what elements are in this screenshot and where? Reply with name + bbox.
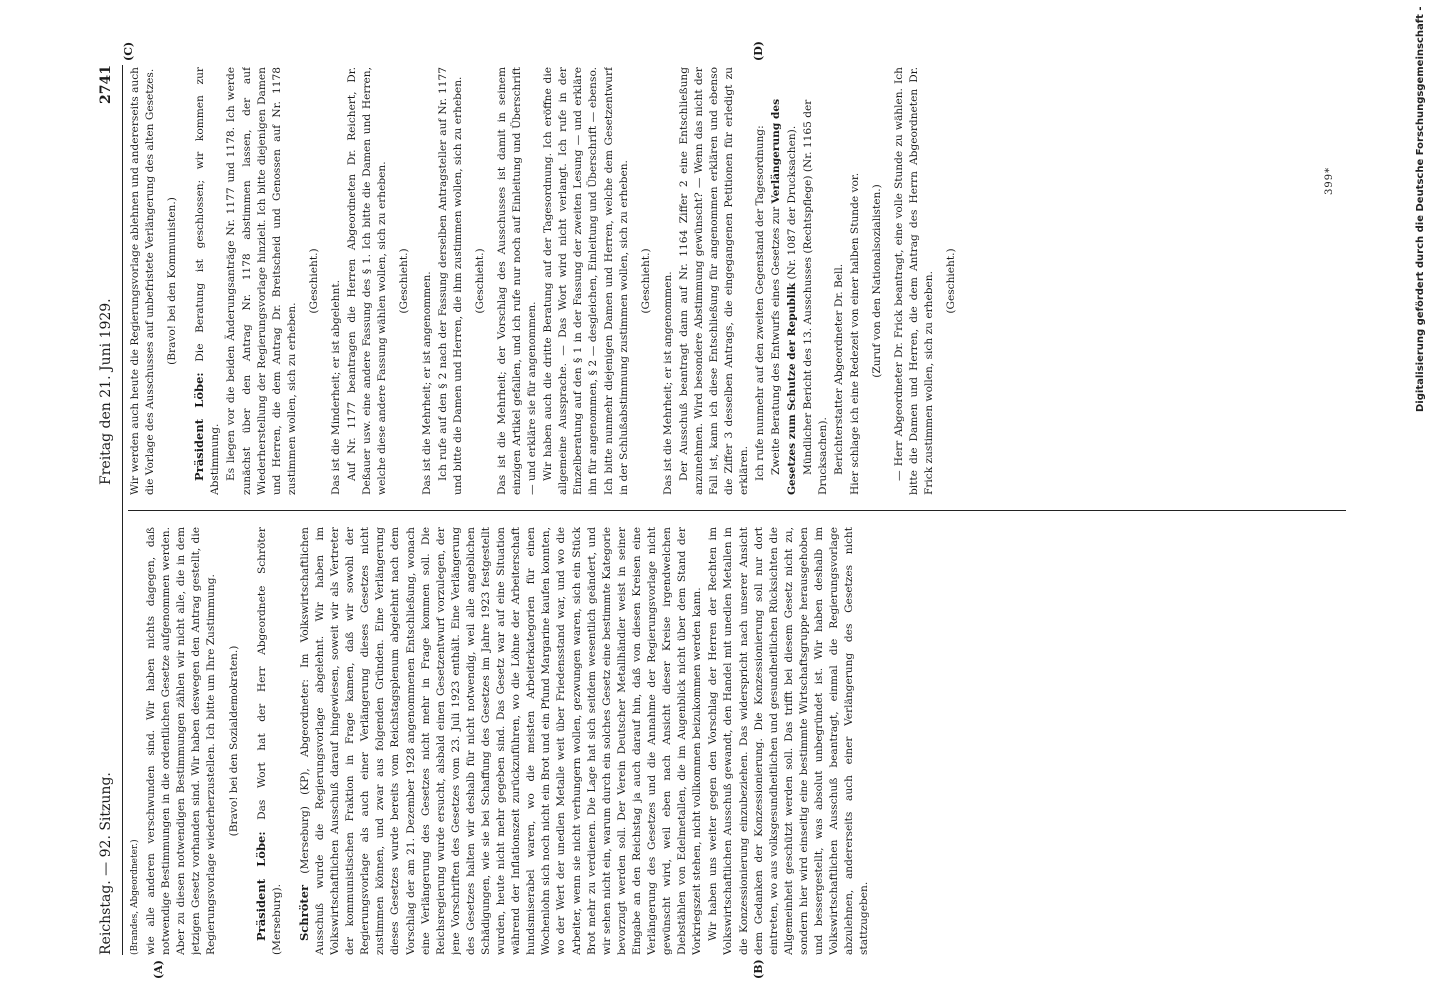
interjection: (Bravo! bei den Sozialdemokraten.) xyxy=(227,645,240,837)
page-header xyxy=(92,65,120,955)
credit-text: Digitalisierung gefördert durch die Deutsche Forschungsgemeinschaft - xyxy=(1415,6,1426,412)
agenda-ref: (Nr. 1087 der Drucksachen). xyxy=(785,125,798,280)
left-column xyxy=(128,527,873,955)
agenda-intro: Zweite Beratung des Entwurfs eines Gesetzes zur xyxy=(770,206,783,475)
speaker-continuation: (Brandes, Abgeordneter.) xyxy=(130,839,140,955)
paragraph: Das ist die Minderheit; er ist abgelehnt. xyxy=(330,280,343,495)
interjection: (Geschieht.) xyxy=(398,248,411,314)
agenda-item xyxy=(769,67,799,495)
paragraph: wie alle anderen verschwunden sind. Wir haben nichts dagegen, daß notwendige Bestimmungen in die ordentlichen Gesetze aufgenommen werden. Aber zu diesen notwendigen Bestimmungen zählen wir nicht alle, die in dem jetzigen Gesetz vorhanden sind. Wir haben deswegen den Antrag gestellt, die Regierungsvorlage wiederherzustellen. Ich bitte um Ihre Zustimmung. xyxy=(145,527,218,955)
paragraph: Wir haben auch die dritte Beratung auf der Tagesordnung. Ich eröffne die allgemeine Aussprache. — Das Wort wird nicht verlangt. Ich rufe in der Einzelberatung auf den § 1 in der Fassung der zweiten Lesung — und erkläre ihn für angenommen, § 2 — desgleichen, Einleitung und Überschrift — ebenso. Ich bitte nunmehr diejenigen Damen und Herren, welche dem Gesetzentwurf in der Schlußabstimmung zustimmen wollen, sich zu erheben. xyxy=(542,67,630,495)
margin-letter-b: (B) xyxy=(752,959,765,979)
paragraph: Wir haben uns weiter gegen den Vorschlag der Herren der Rechten im Volkswirtschaftlichen Ausschuß gewandt, den Handel mit unedlen Metallen in die Konzessionierung einzubeziehen. Das widerspricht nach unserer Ansicht dem Gedanken der Konzessionierung. Die Konzessionierung soll nur dort eintreten, wo aus volksgesundheitlichen und gesundheitlichen Rücksichten die Allgemeinheit geschützt werden soll. Das trifft bei diesem Gesetz nicht zu, sondern hier wird einseitig eine bestimmte Wirtschaftsgruppe herausgehoben und bessergestellt, was absolut unbegründet ist. Wir haben deshalb im Volkswirtschaftlichen Ausschuß beantragt, einmal die Regierungsvorlage abzulehnen, andererseits auch einer Verlängerung des Gesetzes nicht stattzugeben. xyxy=(707,527,871,955)
column-divider xyxy=(128,510,1346,511)
interjection: (Zuruf von den Nationalsozialisten.) xyxy=(871,184,884,378)
paragraph: Ich rufe nunmehr auf den zweiten Gegenstand der Tagesordnung: xyxy=(754,125,767,481)
paragraph: Das Wort hat der Herr Abgeordnete Schröter (Merseburg). xyxy=(255,527,283,955)
speaker-name: Präsident Löbe: xyxy=(192,372,207,481)
interjection: (Geschieht.) xyxy=(945,248,958,314)
agenda-title: Verlängerung des Gesetzes zum Schutze der Republik xyxy=(770,98,798,495)
paragraph: Das ist die Mehrheit; er ist angenommen. xyxy=(661,271,674,495)
header-rule xyxy=(122,65,123,955)
paragraph: Auf Nr. 1177 beantragen die Herren Abgeordneten Dr. Reichert, Dr. Deßauer usw. eine andere Fassung des § 1. Ich bitte die Damen und Herren, welche diese andere Fassung wählen wollen, sich zu erheben. xyxy=(346,67,389,495)
header-left: Reichstag. — 92. Sitzung. xyxy=(98,772,114,955)
interjection: (Geschieht.) xyxy=(473,248,486,314)
paragraph: Wir werden auch heute die Regierungsvorlage ablehnen und andererseits auch die Vorlage des Ausschusses auf unbefristete Verlängerung des alten Gesetzes. xyxy=(129,67,157,495)
speaker-name: Schröter xyxy=(296,884,311,941)
header-date: Freitag den 21. Juni 1929. xyxy=(98,298,114,485)
interjection: (Geschieht.) xyxy=(307,248,320,314)
signature-mark: 399* xyxy=(1324,166,1335,195)
interjection: (Geschieht.) xyxy=(639,248,652,314)
digitization-credit xyxy=(1412,8,1430,412)
paragraph: — Herr Abgeordneter Dr. Frick beantragt, eine volle Stunde zu wählen. Ich bitte die Damen und Herren, die dem Antrag des Herrn Abgeordneten Dr. Frick zustimmen wollen, sich zu erheben. xyxy=(893,67,936,495)
paragraph: Die Beratung ist geschlossen; wir kommen zur Abstimmung. xyxy=(194,67,222,495)
speaker-name: Präsident Löbe: xyxy=(253,831,268,941)
paragraph: Das ist die Mehrheit; der Vorschlag des Ausschusses ist damit in seinem einzigen Artikel gefallen, und ich rufe nur noch auf Einleitung und Überschrift — und erkläre sie für angenommen. xyxy=(495,67,539,495)
paragraph: (Merseburg) (KP), Abgeordneter: Im Volkswirtschaftlichen Ausschuß wurde die Regierungsvorlage abgelehnt. Wir haben im Volkswirtschaftlichen Ausschuß darauf hingewiesen, soweit wir als Vertreter der kommunistischen Fraktion in Frage kamen, daß wir sowohl der Regierungsvorlage als auch einer Verlängerung dieses Gesetzes nicht zustimmen können, und zwar aus folgenden Gründen. Eine Verlängerung dieses Gesetzes wurde bereits vom Reichstagsplenum abgelehnt nach dem Vorschlag der am 21. Dezember 1928 angenommenen Entschließung, wonach eine Verlängerung des Gesetzes nicht mehr in Frage kommen soll. Die Reichsregierung wurde ersucht, alsbald einen Gesetzentwurf vorzulegen, der jene Vorschriften des Gesetzes vom 23. Juli 1923 enthält. Eine Verlängerung des Gesetzes halten wir deshalb für nicht notwendig, weil alle angeblichen Schädigungen, wie sie bei Schaffung des Gesetzes im Jahre 1923 festgestellt wurden, heute nicht mehr gegeben sind. Das Gesetz war auf eine Situation während der Inflationszeit zurückzuführen, wo die Löhne der Arbeiterschaft hundsmiserabel waren, wo die meisten Arbeiterkategorien für einen Wochenlohn sich noch nicht ein Brot und ein Pfund Margarine kaufen konnten, wo der Wert der unedlen Metalle weit über Friedensstand war, und wo die Arbeiter, wenn sie nicht verhungern wollen, gezwungen waren, sich ein Stück Brot mehr zu verdienen. Die Lage hat sich seitdem wesentlich geändert, und wir sehen nicht ein, warum durch ein solches Gesetz eine bestimmte Kategorie bevorzugt werden soll. Der Verein Deutscher Metallhändler weist in seiner Eingabe an den Reichstag ja auch darauf hin, daß von diesen Kreisen eine Verlängerung des Gesetzes und die Annahme der Regierungsvorlage nicht gewünscht wird, weil eben nach Ansicht dieser Kreise irgendwelchen Diebstählen von Edelmetallen, die im Augenblick nicht über dem Stand der Vorkriegszeit stehen, nicht vollkommen beizukommen werden kann. xyxy=(298,527,704,955)
reporter-line: Berichterstatter Abgeordneter Dr. Bell. xyxy=(832,263,845,475)
paragraph: Der Ausschuß beantragt dann auf Nr. 1164 Ziffer 2 eine Entschließung anzunehmen. Wird besondere Abstimmung gewünscht? — Wenn das nicht der Fall ist, kann ich diese Entschließung für angenommen erklären und ebenso die Ziffer 3 desselben Antrags, die eingegangenen Petitionen für erledigt zu erklären. xyxy=(677,67,751,495)
rotated-page xyxy=(92,41,1360,979)
paragraph: Hier schlage ich eine Redezeit von einer halben Stunde vor. xyxy=(848,172,861,495)
paragraph: Das ist die Mehrheit; er ist angenommen. xyxy=(420,271,433,495)
interjection: (Bravo! bei den Kommunisten.) xyxy=(166,197,179,365)
report-line: Mündlicher Bericht des 13. Ausschusses (Rechtspflege) (Nr. 1165 der Drucksachen). xyxy=(801,99,829,495)
page-number: 2741 xyxy=(98,65,114,104)
right-column xyxy=(128,67,967,495)
margin-letter-a: (A) xyxy=(152,960,165,979)
margin-letter-d: (D) xyxy=(752,41,765,61)
margin-letter-c: (C) xyxy=(122,41,135,61)
paragraph: Es liegen vor die beiden Änderungsanträge Nr. 1177 und 1178. Ich werde zunächst über den Antrag Nr. 1178 abstimmen lassen, der auf Wiederherstellung der Regierungsvorlage hinzielt. Ich bitte diejenigen Damen und Herren, die dem Antrag Dr. Breitscheid und Genossen auf Nr. 1178 zustimmen wollen, sich zu erheben. xyxy=(225,67,298,495)
paragraph: Ich rufe auf den § 2 nach der Fassung derselben Antragsteller auf Nr. 1177 und bitte die Damen und Herren, die ihm zustimmen wollen, sich zu erheben. xyxy=(436,67,464,495)
